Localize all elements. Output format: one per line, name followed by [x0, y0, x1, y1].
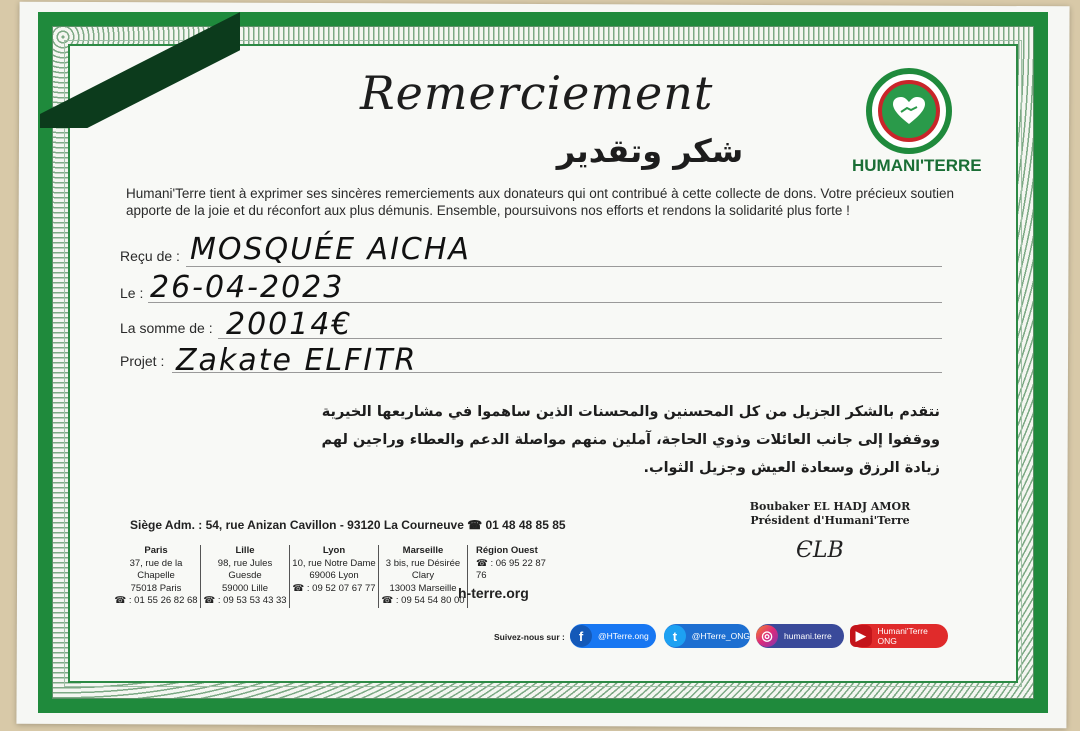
handwritten-signature: ЄLB [796, 538, 844, 563]
humaniterre-logo [866, 68, 952, 154]
amount-label: La somme de : [120, 320, 213, 336]
facebook-icon: f [570, 625, 592, 647]
recu-label: Reçu de : [120, 248, 180, 264]
office-marseille: Marseille 3 bis, rue Désirée Clary 13003 Marseille ☎ : 09 54 54 80 00 [379, 545, 468, 608]
corner-ribbon [40, 8, 240, 128]
twitter-icon: t [664, 625, 686, 647]
youtube-badge: ▶ Humani'Terre ONG [850, 624, 948, 648]
date-label: Le : [120, 285, 144, 301]
project-value: Zakate ELFITR [176, 343, 418, 378]
office-lille: Lille 98, rue Jules Guesde 59000 Lille ☎ : 09 53 53 43 33 [201, 545, 290, 608]
website-url: h-terre.org [458, 585, 529, 601]
certificate-title-arabic: شكر وتقدير [556, 132, 744, 170]
office-region-ouest: Région Ouest ☎ : 06 95 22 87 76 [476, 545, 546, 581]
office-lyon: Lyon 10, rue Notre Dame 69006 Lyon ☎ : 09 52 07 67 77 [290, 545, 379, 608]
intro-paragraph: Humani'Terre tient à exprimer ses sincères remerciements aux donateurs qui ont contribué à cette collecte de dons. Votre précieux soutien apporte de la joie et du réconfort aux plus démunis. Ensemble, poursuivons nos efforts et rendons la solidarité plus forte ! [126, 186, 955, 218]
logo-wordmark: HUMANI'TERRE [852, 156, 982, 175]
heart-handshake-icon [878, 80, 940, 142]
amount-value: 20014€ [226, 307, 353, 342]
date-value: 26-04-2023 [150, 270, 345, 305]
instagram-badge: ◎ humani.terre [756, 624, 844, 648]
youtube-icon: ▶ [850, 625, 872, 647]
twitter-badge: t @HTerre_ONG [664, 624, 750, 648]
arabic-paragraph: نتقدم بالشكر الجزيل من كل المحسنين والمحسنات الذين ساهموا في مشاريعها الخيرية ووقفوا إلى جانب العائلات وذوي الحاجة، آملين منهم مواصلة الدعم والعطاء وراجين لهم زيادة الرزق وسعادة العيش وجزيل الثواب. [321, 404, 940, 476]
signatory-name: Boubaker EL HADJ AMOR [749, 500, 911, 513]
signatory-block [730, 500, 930, 528]
instagram-icon: ◎ [756, 625, 778, 647]
certificate-title: Remerciement [360, 66, 714, 120]
project-label: Projet : [120, 353, 165, 369]
head-office-address: Siège Adm. : 54, rue Anizan Cavillon - 93120 La Courneuve ☎ 01 48 48 85 85 [130, 518, 566, 532]
facebook-badge: f @HTerre.ong [570, 624, 656, 648]
office-paris: Paris 37, rue de la Chapelle 75018 Paris ☎ : 01 55 26 82 68 [112, 545, 201, 608]
signatory-role: Président d'Humani'Terre [750, 514, 910, 527]
follow-us-label: Suivez-nous sur : [494, 632, 565, 642]
recu-value: MOSQUÉE AICHA [190, 232, 471, 267]
